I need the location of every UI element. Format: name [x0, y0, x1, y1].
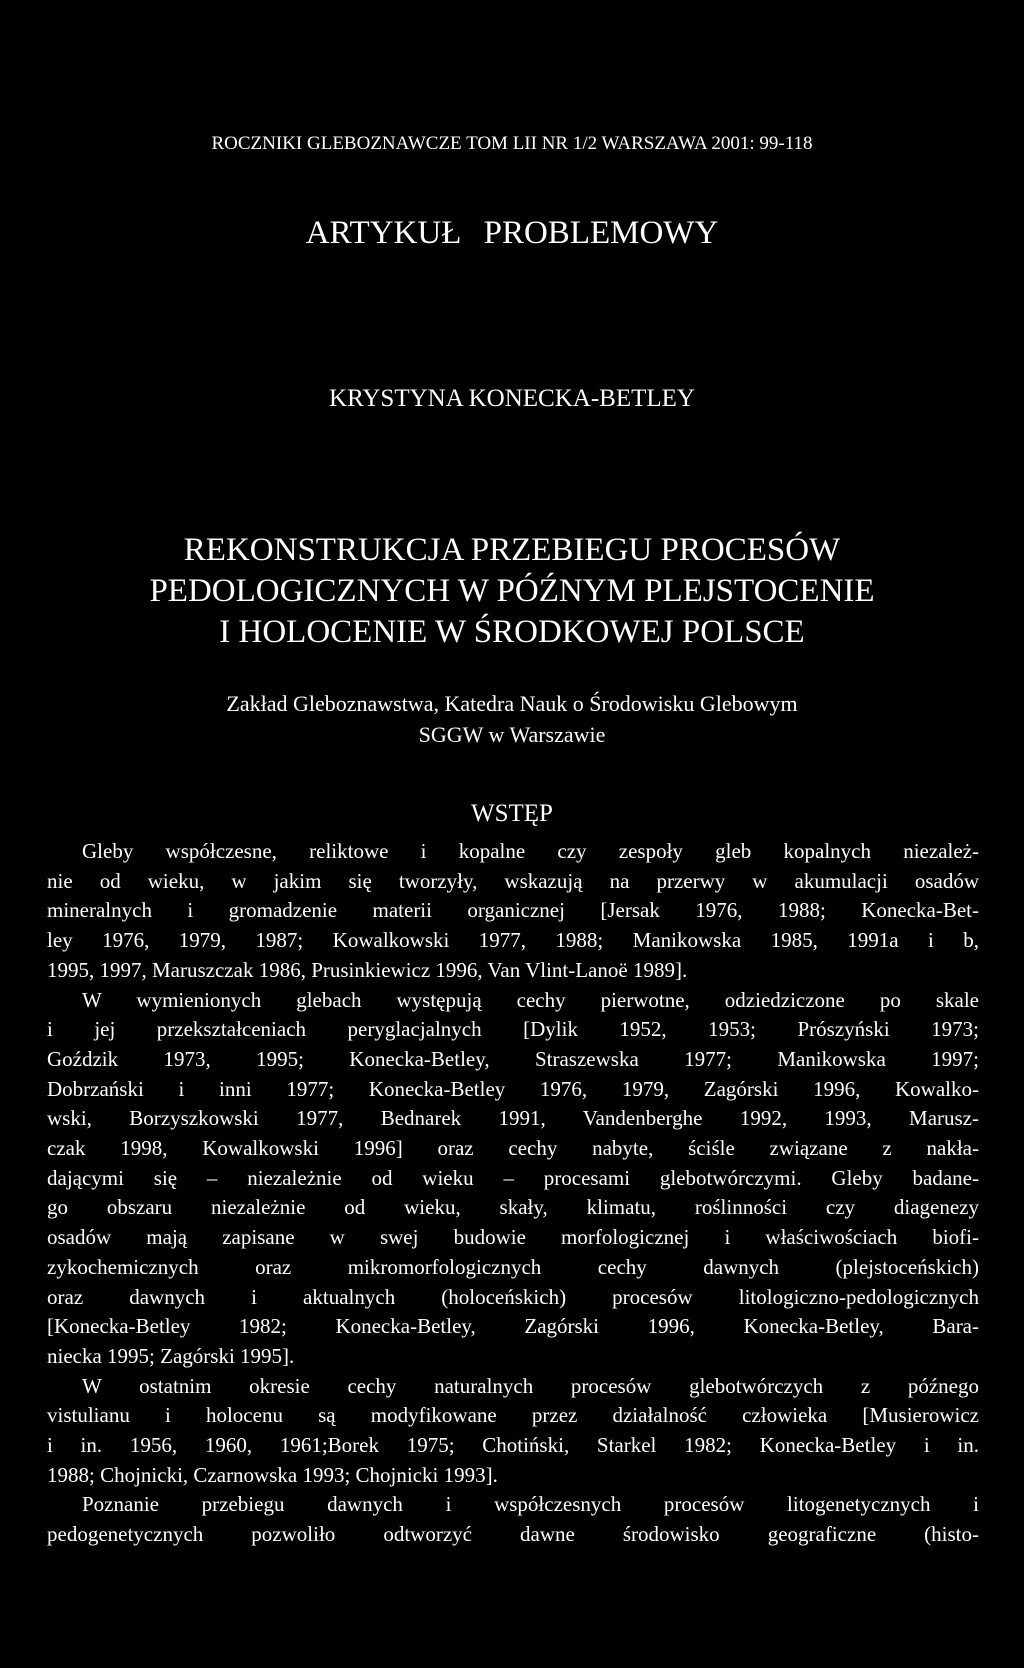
title-line: PEDOLOGICZNYCH W PÓŹNYM PLEJSTOCENIE	[149, 573, 875, 609]
body-line: W wymienionych glebach występują cechy pierwotne, odziedziczone po skale	[82, 987, 979, 1012]
body-line: ley 1976, 1979, 1987; Kowalkowski 1977, 1988; Manikowska 1985, 1991a i b,	[47, 928, 979, 953]
body-line: oraz dawnych i aktualnych (holoceńskich) procesów litologiczno-pedologicznych	[47, 1284, 979, 1309]
body-line: W ostatnim okresie cechy naturalnych procesów glebotwórczych z późnego	[82, 1373, 979, 1398]
body-line: Poznanie przebiegu dawnych i współczesnych procesów litogenetycznych i	[82, 1492, 979, 1517]
article-type: ARTYKUŁ PROBLEMOWY	[305, 215, 719, 251]
body-line: pedogenetycznych pozwoliło odtworzyć dawne środowisko geograficzne (histo-	[47, 1522, 979, 1547]
body-line: Gleby współczesne, reliktowe i kopalne czy zespoły gleb kopalnych niezależ-	[82, 839, 979, 863]
body-line: niecka 1995; Zagórski 1995].	[47, 1343, 295, 1368]
body-line: Dobrzański i inni 1977; Konecka-Betley 1976, 1979, Zagórski 1996, Kowalko-	[47, 1076, 979, 1101]
title-line: I HOLOCENIE W ŚRODKOWEJ POLSCE	[219, 614, 805, 650]
body-line: nie od wieku, w jakim się tworzyły, wskazują na przerwy w akumulacji osadów	[47, 868, 979, 893]
journal-header: ROCZNIKI GLEBOZNAWCZE TOM LII NR 1/2 WARSZAWA 2001: 99-118	[211, 133, 813, 154]
title-line: REKONSTRUKCJA PRZEBIEGU PROCESÓW	[183, 532, 841, 568]
body-line: zykochemicznych oraz mikromorfologicznych cechy dawnych (plejstoceńskich)	[47, 1254, 979, 1279]
article-title	[0, 530, 1024, 653]
body-line: vistulianu i holocenu są modyfikowane przez działalność człowieka [Musierowicz	[47, 1403, 979, 1428]
section-heading: WSTĘP	[471, 800, 553, 827]
body-line: 1988; Chojnicki, Czarnowska 1993; Chojnicki 1993].	[47, 1462, 498, 1487]
body-line: 1995, 1997, Maruszczak 1986, Prusinkiewicz 1996, Van Vlint-Lanoë 1989].	[47, 957, 688, 982]
body-line: [Konecka-Betley 1982; Konecka-Betley, Zagórski 1996, Konecka-Betley, Bara-	[47, 1314, 979, 1339]
body-line: Goździk 1973, 1995; Konecka-Betley, Straszewska 1977; Manikowska 1997;	[47, 1046, 979, 1071]
body-line: mineralnych i gromadzenie materii organicznej [Jersak 1976, 1988; Konecka-Bet-	[47, 898, 979, 923]
body-line: i jej przekształceniach peryglacjalnych [Dylik 1952, 1953; Prószyński 1973;	[47, 1017, 979, 1042]
body-text	[47, 837, 979, 1550]
author-name: KRYSTYNA KONECKA-BETLEY	[329, 385, 695, 412]
body-line: i in. 1956, 1960, 1961;Borek 1975; Chotiński, Starkel 1982; Konecka-Betley i in.	[47, 1433, 979, 1458]
body-line: wski, Borzyszkowski 1977, Bednarek 1991, Vandenberghe 1992, 1993, Marusz-	[47, 1106, 979, 1131]
body-line: osadów mają zapisane w swej budowie morfologicznej i właściwościach biofi-	[47, 1225, 979, 1250]
affiliation-line: SGGW w Warszawie	[418, 722, 606, 747]
body-line: dającymi się – niezależnie od wieku – procesami glebotwórczymi. Gleby badane-	[47, 1165, 979, 1190]
body-line: go obszaru niezależnie od wieku, skały, klimatu, roślinności czy diagenezy	[47, 1195, 979, 1220]
affiliation	[0, 688, 1024, 750]
body-line: czak 1998, Kowalkowski 1996] oraz cechy nabyte, ściśle związane z nakła-	[47, 1136, 979, 1161]
affiliation-line: Zakład Gleboznawstwa, Katedra Nauk o Środowisku Glebowym	[226, 691, 798, 716]
